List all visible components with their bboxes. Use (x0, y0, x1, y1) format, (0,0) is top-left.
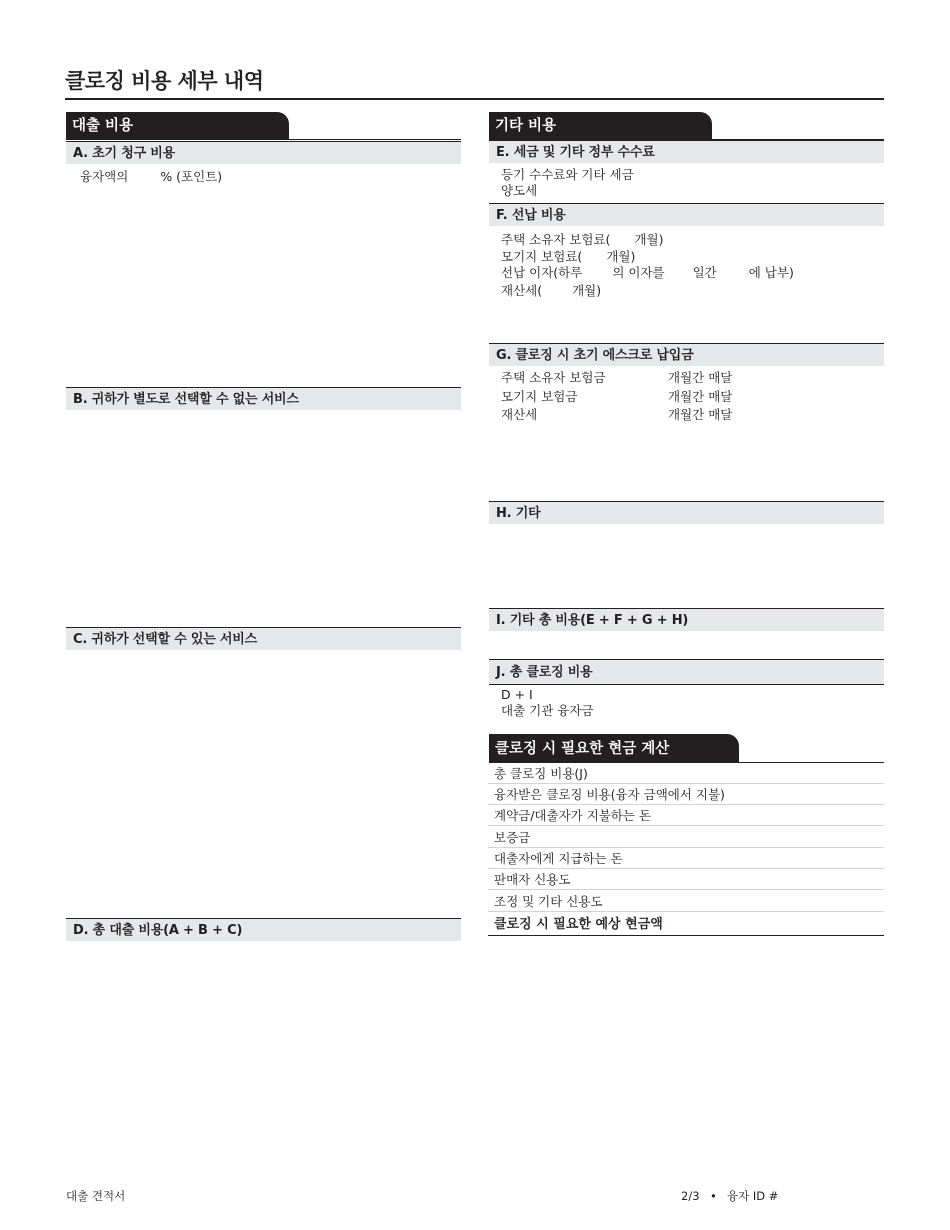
section-g-header: G. 클로징 시 초기 에스크로 납입금 (489, 343, 884, 366)
homeowners-premium-label: 주택 소유자 보험료( (501, 232, 611, 247)
section-e-header: E. 세금 및 기타 정부 수수료 (489, 140, 884, 163)
section-a-points-line (80, 169, 222, 185)
prepaid-interest-paid: 에 납부) (748, 265, 794, 280)
escrow-label-2: 모기지 보험금 (501, 389, 578, 404)
points-prefix: 융자액의 (80, 169, 129, 184)
section-j-header: J. 총 클로징 비용 (489, 659, 884, 685)
mortgage-premium-label: 모기지 보험료( (501, 249, 583, 264)
section-b-header: B. 귀하가 별도로 선택할 수 없는 서비스 (66, 387, 461, 410)
section-j-line-1: D + I (501, 687, 533, 702)
homeowners-premium-months: 개월) (634, 232, 664, 247)
escrow-period-2: 개월간 매달 (668, 389, 733, 404)
cash-row-deposit: 보증금 (488, 827, 884, 848)
escrow-period-1: 개월간 매달 (668, 370, 733, 385)
property-tax-label: 재산세( (501, 283, 543, 298)
section-h-header: H. 기타 (489, 501, 884, 524)
cash-row-seller-credits: 판매자 신용도 (488, 869, 884, 890)
footer-page-number: 2/3 (681, 1189, 700, 1203)
prepaid-interest-days: 일간 (692, 265, 717, 280)
footer-bullet: • (710, 1189, 717, 1203)
prepaid-interest-line (501, 265, 794, 281)
cash-to-close-tab: 클로징 시 필요한 현금 계산 (489, 734, 739, 762)
section-c-header: C. 귀하가 선택할 수 있는 서비스 (66, 627, 461, 650)
cash-row-funds-for-borrower: 대출자에게 지급하는 돈 (488, 848, 884, 869)
section-d-header: D. 총 대출 비용(A + B + C) (66, 918, 461, 941)
cash-row-adjustments: 조정 및 기타 신용도 (488, 891, 884, 912)
prepaid-interest-label: 선납 이자(하루 (501, 265, 583, 280)
section-e-line-2: 양도세 (501, 183, 538, 198)
section-j-line-2: 대출 기관 융자금 (501, 703, 594, 718)
escrow-label-1: 주택 소유자 보험금 (501, 370, 606, 385)
section-f-header: F. 선납 비용 (489, 203, 884, 226)
property-tax-line (501, 283, 601, 299)
mortgage-premium-line (501, 249, 635, 265)
section-a-header: A. 초기 청구 비용 (66, 141, 461, 164)
other-costs-tab: 기타 비용 (489, 112, 712, 139)
footer-loan-id: 융자 ID # (727, 1189, 779, 1203)
homeowners-premium-line (501, 232, 663, 248)
cash-row-down-payment: 계약금/대출자가 지불하는 돈 (488, 805, 884, 826)
escrow-period-3: 개월간 매달 (668, 407, 733, 422)
page-title: 클로징 비용 세부 내역 (65, 66, 884, 100)
section-e-line-1: 등기 수수료와 기타 세금 (501, 167, 634, 182)
property-tax-months: 개월) (572, 283, 602, 298)
footer-form-name: 대출 견적서 (66, 1189, 126, 1203)
cash-to-close-total: 클로징 시 필요한 예상 현금액 (488, 914, 884, 936)
points-suffix: % (포인트) (160, 169, 223, 184)
loan-costs-rule (66, 139, 461, 140)
section-i-header: I. 기타 총 비용(E + F + G + H) (489, 608, 884, 631)
mortgage-premium-months: 개월) (606, 249, 636, 264)
cash-row-financed-closing-costs: 융자받은 클로징 비용(융자 금액에서 지불) (488, 784, 884, 805)
cash-row-total-closing-costs: 총 클로징 비용(J) (488, 763, 884, 784)
loan-costs-tab: 대출 비용 (66, 112, 289, 139)
escrow-label-3: 재산세 (501, 407, 538, 422)
prepaid-interest-per-day: 의 이자를 (612, 265, 665, 280)
